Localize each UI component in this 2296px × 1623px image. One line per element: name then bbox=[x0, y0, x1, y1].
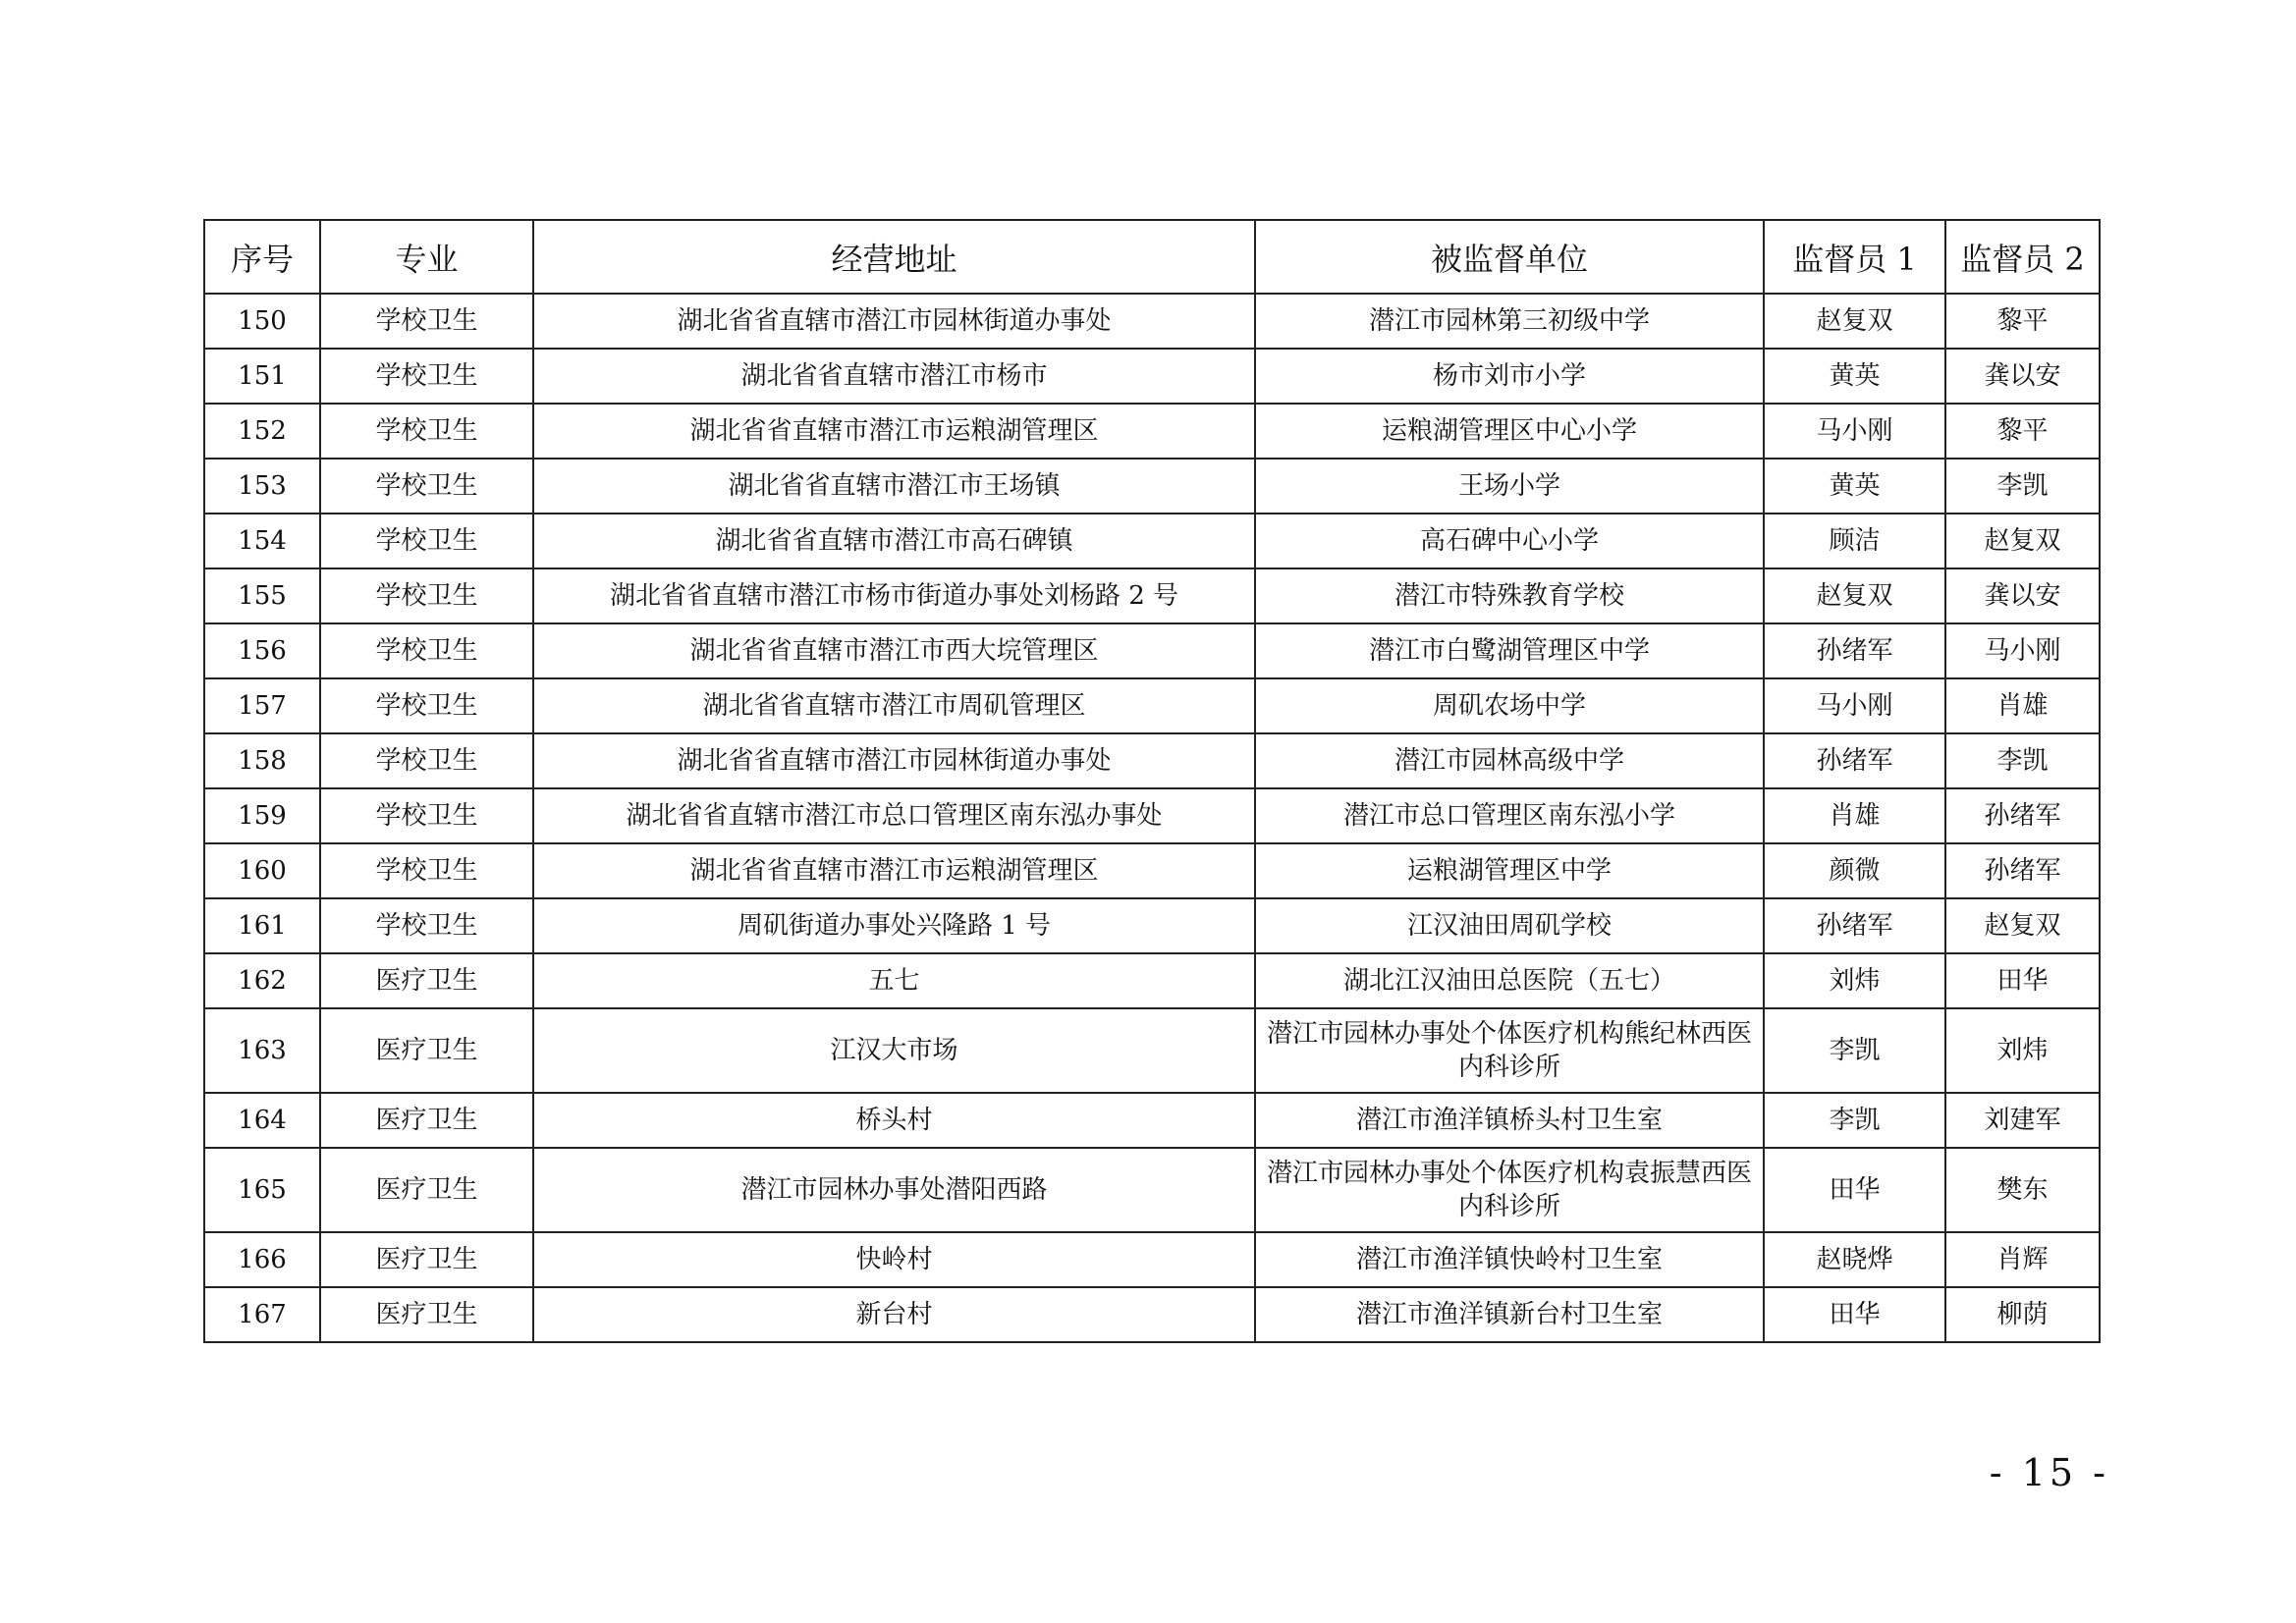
cell-supervisor-1: 黄英 bbox=[1764, 459, 1945, 514]
table-body bbox=[204, 294, 2100, 1342]
cell-major: 学校卫生 bbox=[320, 843, 533, 898]
cell-address: 湖北省省直辖市潜江市总口管理区南东泓办事处 bbox=[533, 788, 1255, 843]
cell-address: 桥头村 bbox=[533, 1093, 1255, 1148]
supervision-table bbox=[203, 219, 2101, 1343]
cell-supervisor-1: 李凯 bbox=[1764, 1093, 1945, 1148]
cell-seq: 150 bbox=[204, 294, 320, 349]
cell-supervisor-2: 肖辉 bbox=[1945, 1232, 2100, 1287]
cell-supervisor-2: 樊东 bbox=[1945, 1148, 2100, 1232]
cell-supervisor-2: 马小刚 bbox=[1945, 623, 2100, 678]
cell-unit: 湖北江汉油田总医院（五七） bbox=[1255, 953, 1764, 1008]
cell-unit: 潜江市白鹭湖管理区中学 bbox=[1255, 623, 1764, 678]
cell-seq: 157 bbox=[204, 678, 320, 733]
page-number: - 15 - bbox=[1989, 1451, 2109, 1494]
cell-supervisor-2: 黎平 bbox=[1945, 404, 2100, 459]
table-row bbox=[204, 459, 2100, 514]
cell-supervisor-2: 赵复双 bbox=[1945, 514, 2100, 568]
cell-supervisor-1: 孙绪军 bbox=[1764, 898, 1945, 953]
header-supervisor-1: 监督员 1 bbox=[1764, 220, 1945, 294]
cell-supervisor-1: 肖雄 bbox=[1764, 788, 1945, 843]
cell-major: 学校卫生 bbox=[320, 514, 533, 568]
table-header-row bbox=[204, 220, 2100, 294]
cell-supervisor-2: 李凯 bbox=[1945, 733, 2100, 788]
cell-major: 学校卫生 bbox=[320, 788, 533, 843]
cell-major: 学校卫生 bbox=[320, 568, 533, 623]
table-row bbox=[204, 843, 2100, 898]
cell-address: 湖北省省直辖市潜江市杨市街道办事处刘杨路 2 号 bbox=[533, 568, 1255, 623]
cell-major: 学校卫生 bbox=[320, 294, 533, 349]
cell-unit: 周矶农场中学 bbox=[1255, 678, 1764, 733]
cell-supervisor-1: 马小刚 bbox=[1764, 404, 1945, 459]
cell-unit: 潜江市渔洋镇快岭村卫生室 bbox=[1255, 1232, 1764, 1287]
cell-seq: 166 bbox=[204, 1232, 320, 1287]
table-row bbox=[204, 1008, 2100, 1093]
cell-major: 医疗卫生 bbox=[320, 1148, 533, 1232]
cell-address: 湖北省省直辖市潜江市西大垸管理区 bbox=[533, 623, 1255, 678]
header-seq: 序号 bbox=[204, 220, 320, 294]
cell-supervisor-1: 黄英 bbox=[1764, 349, 1945, 404]
cell-address: 湖北省省直辖市潜江市王场镇 bbox=[533, 459, 1255, 514]
cell-supervisor-1: 孙绪军 bbox=[1764, 733, 1945, 788]
table-row bbox=[204, 733, 2100, 788]
cell-major: 医疗卫生 bbox=[320, 1287, 533, 1342]
cell-address: 周矶街道办事处兴隆路 1 号 bbox=[533, 898, 1255, 953]
cell-unit: 高石碑中心小学 bbox=[1255, 514, 1764, 568]
cell-seq: 167 bbox=[204, 1287, 320, 1342]
cell-seq: 158 bbox=[204, 733, 320, 788]
cell-unit: 潜江市总口管理区南东泓小学 bbox=[1255, 788, 1764, 843]
cell-address: 湖北省省直辖市潜江市运粮湖管理区 bbox=[533, 404, 1255, 459]
cell-address: 潜江市园林办事处潜阳西路 bbox=[533, 1148, 1255, 1232]
table-row bbox=[204, 349, 2100, 404]
cell-supervisor-1: 李凯 bbox=[1764, 1008, 1945, 1093]
cell-seq: 153 bbox=[204, 459, 320, 514]
cell-unit: 运粮湖管理区中心小学 bbox=[1255, 404, 1764, 459]
cell-supervisor-2: 龚以安 bbox=[1945, 349, 2100, 404]
table-row bbox=[204, 404, 2100, 459]
table-row bbox=[204, 898, 2100, 953]
cell-unit: 潜江市园林第三初级中学 bbox=[1255, 294, 1764, 349]
cell-address: 湖北省省直辖市潜江市高石碑镇 bbox=[533, 514, 1255, 568]
cell-address: 湖北省省直辖市潜江市园林街道办事处 bbox=[533, 294, 1255, 349]
cell-unit: 潜江市特殊教育学校 bbox=[1255, 568, 1764, 623]
table-row bbox=[204, 953, 2100, 1008]
cell-major: 学校卫生 bbox=[320, 733, 533, 788]
cell-address: 湖北省省直辖市潜江市周矶管理区 bbox=[533, 678, 1255, 733]
header-address: 经营地址 bbox=[533, 220, 1255, 294]
table-row bbox=[204, 623, 2100, 678]
cell-major: 学校卫生 bbox=[320, 349, 533, 404]
cell-address: 湖北省省直辖市潜江市运粮湖管理区 bbox=[533, 843, 1255, 898]
cell-supervisor-1: 孙绪军 bbox=[1764, 623, 1945, 678]
cell-seq: 152 bbox=[204, 404, 320, 459]
cell-unit: 潜江市渔洋镇桥头村卫生室 bbox=[1255, 1093, 1764, 1148]
cell-address: 湖北省省直辖市潜江市杨市 bbox=[533, 349, 1255, 404]
cell-supervisor-2: 孙绪军 bbox=[1945, 788, 2100, 843]
cell-supervisor-1: 马小刚 bbox=[1764, 678, 1945, 733]
cell-seq: 159 bbox=[204, 788, 320, 843]
cell-supervisor-1: 顾洁 bbox=[1764, 514, 1945, 568]
table-row bbox=[204, 788, 2100, 843]
cell-supervisor-2: 刘建军 bbox=[1945, 1093, 2100, 1148]
cell-supervisor-1: 田华 bbox=[1764, 1287, 1945, 1342]
cell-unit: 杨市刘市小学 bbox=[1255, 349, 1764, 404]
cell-supervisor-2: 肖雄 bbox=[1945, 678, 2100, 733]
cell-major: 学校卫生 bbox=[320, 459, 533, 514]
cell-supervisor-1: 赵复双 bbox=[1764, 568, 1945, 623]
cell-unit: 潜江市园林高级中学 bbox=[1255, 733, 1764, 788]
cell-supervisor-2: 刘炜 bbox=[1945, 1008, 2100, 1093]
table-row bbox=[204, 294, 2100, 349]
cell-seq: 151 bbox=[204, 349, 320, 404]
cell-address: 新台村 bbox=[533, 1287, 1255, 1342]
cell-supervisor-2: 柳荫 bbox=[1945, 1287, 2100, 1342]
cell-major: 学校卫生 bbox=[320, 623, 533, 678]
header-major: 专业 bbox=[320, 220, 533, 294]
cell-major: 医疗卫生 bbox=[320, 1232, 533, 1287]
table-row bbox=[204, 678, 2100, 733]
cell-seq: 155 bbox=[204, 568, 320, 623]
cell-major: 医疗卫生 bbox=[320, 1093, 533, 1148]
cell-unit: 江汉油田周矶学校 bbox=[1255, 898, 1764, 953]
table-row bbox=[204, 1287, 2100, 1342]
cell-supervisor-2: 龚以安 bbox=[1945, 568, 2100, 623]
table-row bbox=[204, 514, 2100, 568]
cell-unit: 潜江市园林办事处个体医疗机构袁振慧西医内科诊所 bbox=[1255, 1148, 1764, 1232]
cell-seq: 161 bbox=[204, 898, 320, 953]
cell-supervisor-2: 黎平 bbox=[1945, 294, 2100, 349]
cell-major: 医疗卫生 bbox=[320, 953, 533, 1008]
table-row bbox=[204, 1093, 2100, 1148]
cell-supervisor-1: 颜微 bbox=[1764, 843, 1945, 898]
cell-address: 江汉大市场 bbox=[533, 1008, 1255, 1093]
cell-address: 湖北省省直辖市潜江市园林街道办事处 bbox=[533, 733, 1255, 788]
cell-seq: 163 bbox=[204, 1008, 320, 1093]
cell-supervisor-2: 李凯 bbox=[1945, 459, 2100, 514]
cell-supervisor-1: 刘炜 bbox=[1764, 953, 1945, 1008]
cell-unit: 潜江市渔洋镇新台村卫生室 bbox=[1255, 1287, 1764, 1342]
cell-unit: 运粮湖管理区中学 bbox=[1255, 843, 1764, 898]
cell-supervisor-1: 赵晓烨 bbox=[1764, 1232, 1945, 1287]
cell-seq: 162 bbox=[204, 953, 320, 1008]
header-unit: 被监督单位 bbox=[1255, 220, 1764, 294]
cell-unit: 潜江市园林办事处个体医疗机构熊纪林西医内科诊所 bbox=[1255, 1008, 1764, 1093]
table-row bbox=[204, 568, 2100, 623]
header-supervisor-2: 监督员 2 bbox=[1945, 220, 2100, 294]
cell-supervisor-2: 孙绪军 bbox=[1945, 843, 2100, 898]
cell-seq: 164 bbox=[204, 1093, 320, 1148]
cell-supervisor-1: 赵复双 bbox=[1764, 294, 1945, 349]
cell-seq: 154 bbox=[204, 514, 320, 568]
cell-address: 五七 bbox=[533, 953, 1255, 1008]
cell-major: 学校卫生 bbox=[320, 404, 533, 459]
cell-seq: 165 bbox=[204, 1148, 320, 1232]
cell-supervisor-2: 赵复双 bbox=[1945, 898, 2100, 953]
table-row bbox=[204, 1148, 2100, 1232]
cell-seq: 160 bbox=[204, 843, 320, 898]
cell-major: 学校卫生 bbox=[320, 898, 533, 953]
cell-address: 快岭村 bbox=[533, 1232, 1255, 1287]
cell-major: 医疗卫生 bbox=[320, 1008, 533, 1093]
cell-major: 学校卫生 bbox=[320, 678, 533, 733]
cell-unit: 王场小学 bbox=[1255, 459, 1764, 514]
table-row bbox=[204, 1232, 2100, 1287]
cell-seq: 156 bbox=[204, 623, 320, 678]
cell-supervisor-1: 田华 bbox=[1764, 1148, 1945, 1232]
cell-supervisor-2: 田华 bbox=[1945, 953, 2100, 1008]
